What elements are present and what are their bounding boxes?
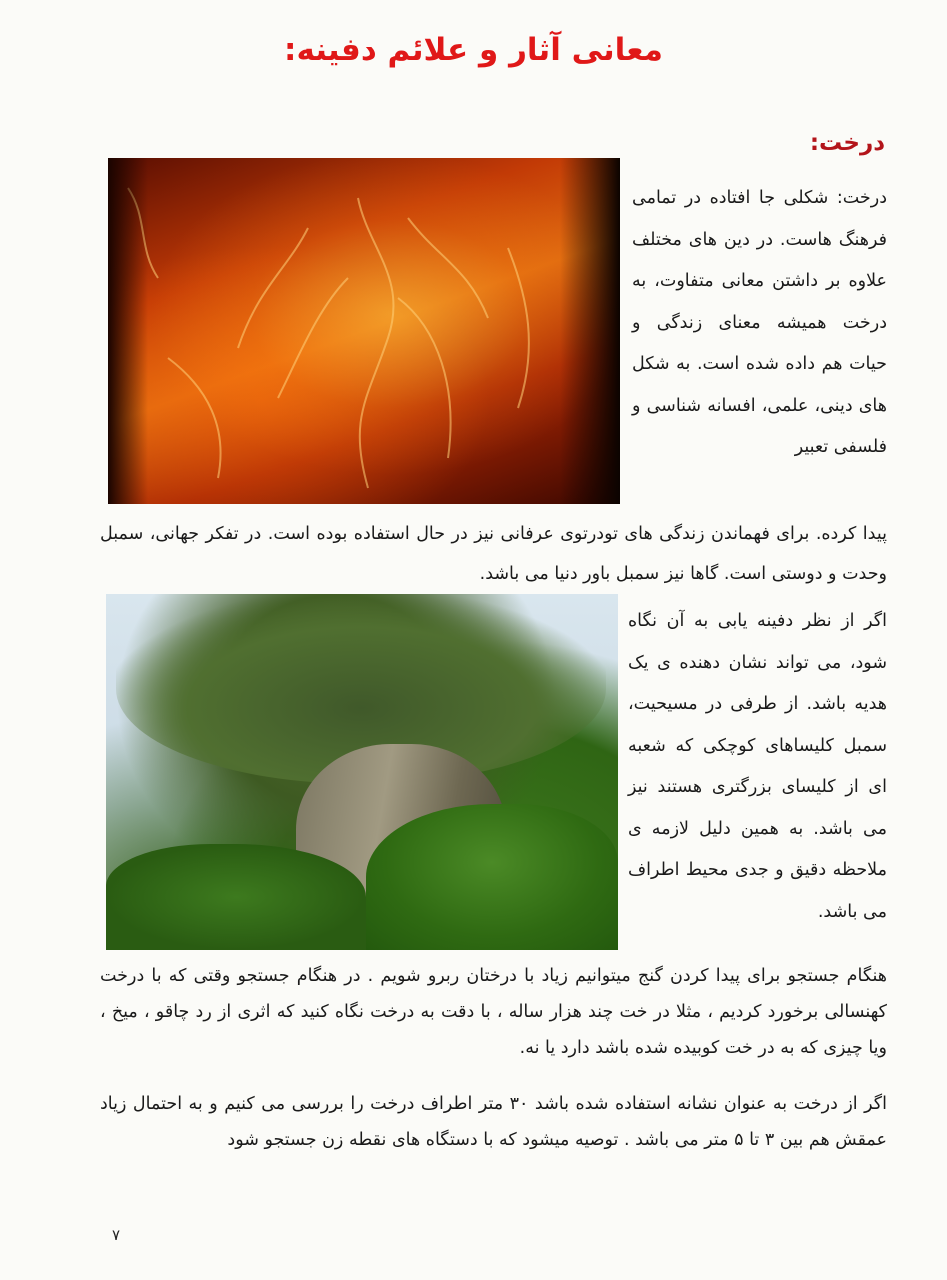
- old-tree-photo: [106, 594, 618, 950]
- left-bush-graphic: [106, 844, 366, 950]
- carved-rock-tree-image: [108, 158, 620, 504]
- paragraph-search-advice: هنگام جستجو برای پیدا کردن گنج میتوانیم زیاد با درختان ربرو شویم . در هنگام جستجو وقتی که با درخت کهنسالی برخورد کردیم ، مثلا در خت چند هزار ساله ، با دقت به درخت نگاه کنید که اثری از رد چاقو ، میخ ، ویا چیزی که به در خت کوبیده شده باشد دارد یا نه.: [100, 966, 887, 1058]
- image-shadow-right: [560, 158, 620, 504]
- section-heading-tree: درخت:: [809, 130, 885, 156]
- image-shadow-left: [108, 158, 148, 504]
- carving-lines-graphic: [108, 158, 620, 504]
- page-title: معانی آثار و علائم دفینه:: [284, 32, 663, 68]
- paragraph-tree-symbolism: پیدا کرده. برای فهماندن زندگی های تودرتوی عرفانی نیز در حال استفاده بوده است. در تفکر جهانی، سمبل وحدت و دوستی است. گاها نیز سمبل باور دنیا می باشد.: [100, 524, 887, 584]
- page-number: ۷: [112, 1226, 121, 1244]
- paragraph-treasure-meaning: اگر از نظر دفینه یابی به آن نگاه شود، می تواند نشان دهنده ی یک هدیه باشد. از طرفی در مسیحیت، سمبل کلیساهای کوچکی که شعبه ای از کلیسای بزرگتری هستند نیز می باشد. به همین دلیل لازمه ی ملاحظه دقیق و جدی محیط اطراف می باشد.: [628, 611, 887, 922]
- right-bush-graphic: [366, 804, 618, 950]
- paragraph-search-radius: اگر از درخت به عنوان نشانه استفاده شده باشد ۳۰ متر اطراف درخت را بررسی می کنیم و به احتمال زیاد عمقش هم بین ۳ تا ۵ متر می باشد . توصیه میشود که با دستگاه های نقطه زن جستجو شود: [100, 1094, 887, 1150]
- paragraph-tree-intro: درخت: شکلی جا افتاده در تمامی فرهنگ هاست. در دین های مختلف علاوه بر داشتن معانی متفاوت، به درخت همیشه معنای زندگی و حیات هم داده شده است. به شکل های دینی، علمی، افسانه شناسی و فلسفی تعبیر: [632, 188, 887, 457]
